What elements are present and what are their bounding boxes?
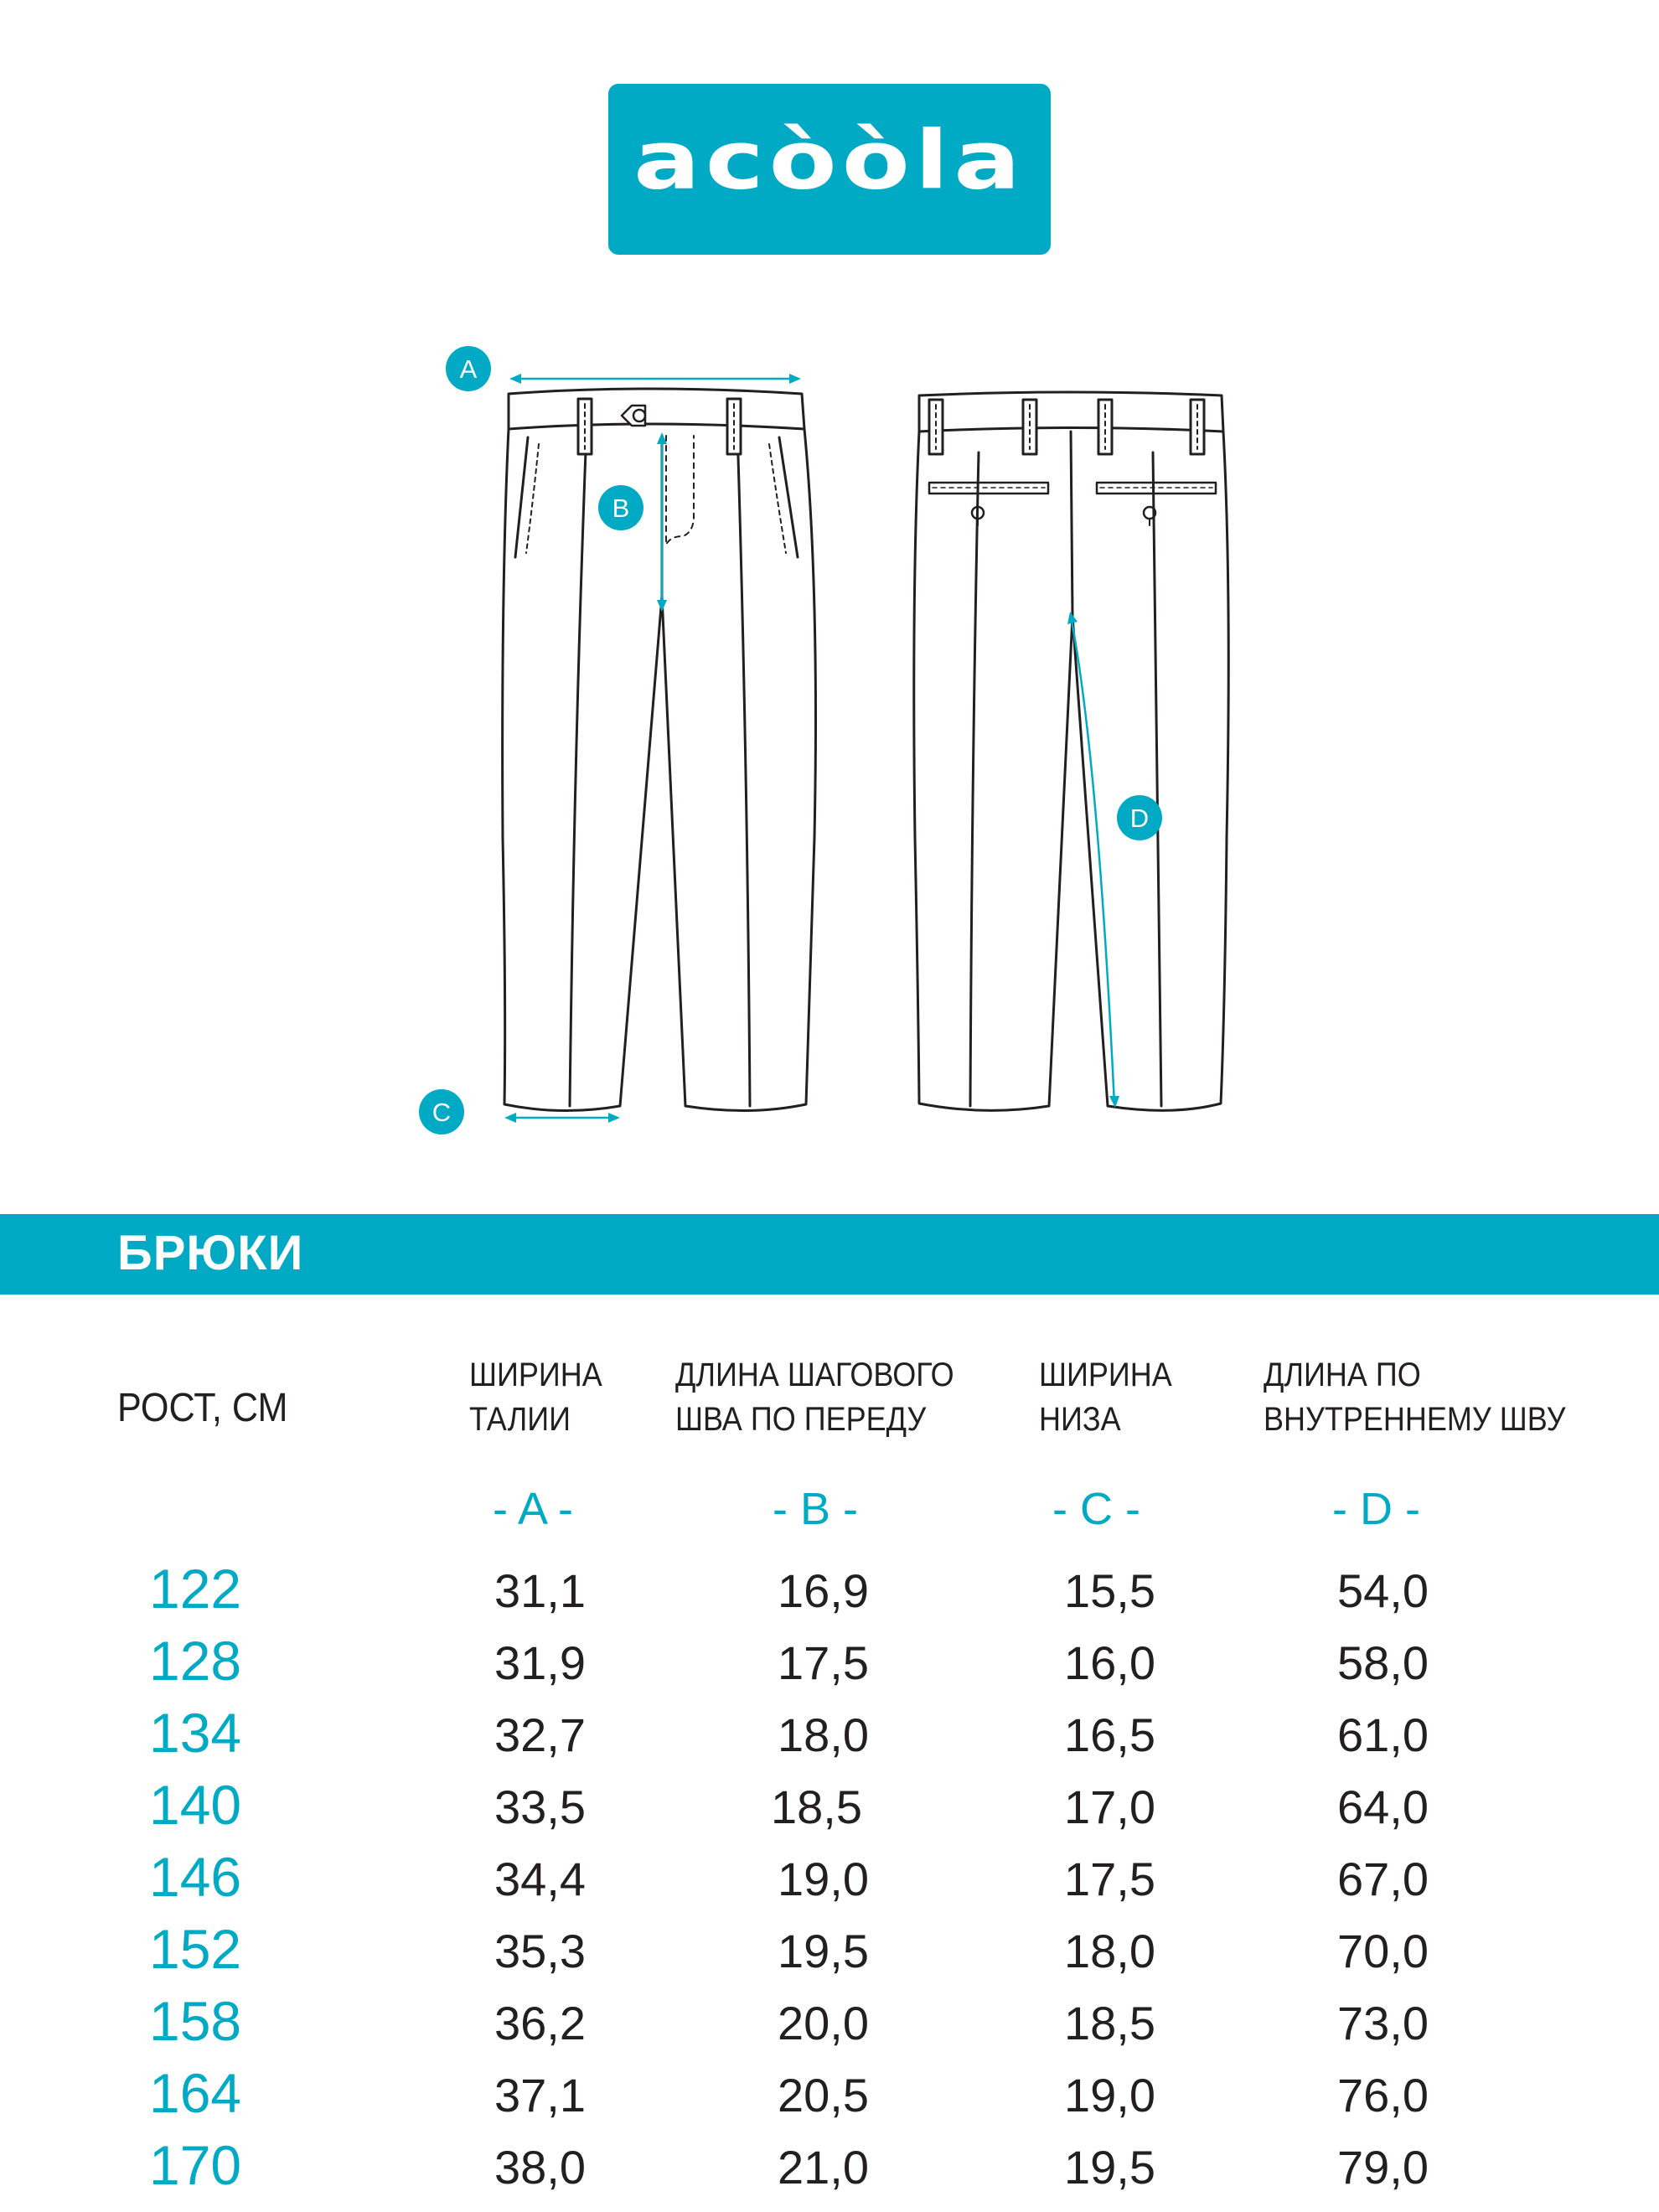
row-height-label: 164 [149, 2062, 242, 2124]
column-code-b: - B - [773, 1484, 858, 1534]
table-cell: 67,0 [1337, 1853, 1429, 1905]
table-cell: 20,5 [778, 2069, 869, 2122]
svg-text:B: B [612, 494, 630, 523]
section-title: БРЮКИ [117, 1226, 304, 1280]
marker-c-icon [419, 1089, 464, 1134]
row-height-label: 152 [149, 1918, 242, 1980]
table-cell: 76,0 [1337, 2069, 1429, 2122]
table-cell: 17,0 [1064, 1780, 1155, 1833]
table-cell: 15,5 [1064, 1564, 1155, 1617]
table-cell: 31,9 [494, 1636, 586, 1689]
column-code-d: - D - [1332, 1484, 1420, 1534]
table-cell: 79,0 [1337, 2141, 1429, 2194]
table-cell: 19,5 [1064, 2141, 1155, 2194]
table-cell: 18,0 [1064, 1925, 1155, 1977]
back-view-outline [914, 392, 1228, 1110]
table-cell: 32,7 [494, 1708, 586, 1761]
column-header-hem-width: ШИРИНА НИЗА [1039, 1357, 1172, 1438]
row-height-label: 170 [149, 2134, 242, 2196]
table-cell: 18,0 [778, 1708, 869, 1761]
column-code-c: - C - [1052, 1484, 1140, 1534]
table-cell: 37,1 [494, 2069, 586, 2122]
table-cell: 17,5 [1064, 1853, 1155, 1905]
marker-a-icon [446, 346, 491, 391]
marker-b-icon [598, 485, 643, 530]
table-cell: 21,0 [778, 2141, 869, 2194]
row-height-label: 146 [149, 1846, 242, 1908]
svg-text:D: D [1129, 804, 1150, 833]
table-cell: 17,5 [778, 1636, 869, 1689]
svg-text:C: C [432, 1098, 452, 1127]
brand-logo-text: acòòla [633, 112, 1026, 208]
row-header-label: РОСТ, СМ [117, 1386, 288, 1430]
table-cell: 20,0 [778, 1997, 869, 2049]
table-cell: 64,0 [1337, 1780, 1429, 1833]
column-header-waist-width: ШИРИНА ТАЛИИ [469, 1357, 602, 1438]
brand-logo [608, 84, 1051, 255]
front-view-outline [503, 389, 816, 1111]
table-cell: 38,0 [494, 2141, 586, 2194]
column-code-a: - A - [493, 1484, 574, 1534]
table-cell: 54,0 [1337, 1564, 1429, 1617]
row-height-label: 128 [149, 1630, 242, 1692]
table-cell: 33,5 [494, 1780, 586, 1833]
svg-text:A: A [459, 354, 478, 384]
section-banner [0, 1214, 1659, 1295]
row-height-label: 134 [149, 1702, 242, 1764]
table-cell: 18,5 [771, 1780, 862, 1833]
column-header-front-rise: ДЛИНА ШАГОВОГО ШВА ПО ПЕРЕДУ [675, 1357, 954, 1438]
table-cell: 16,5 [1064, 1708, 1155, 1761]
row-height-label: 122 [149, 1558, 242, 1620]
table-cell: 19,5 [778, 1925, 869, 1977]
table-cell: 70,0 [1337, 1925, 1429, 1977]
table-cell: 18,5 [1064, 1997, 1155, 2049]
table-cell: 31,1 [494, 1564, 586, 1617]
column-header-inseam: ДЛИНА ПО ВНУТРЕННЕМУ ШВУ [1264, 1357, 1566, 1438]
table-cell: 36,2 [494, 1997, 586, 2049]
table-cell: 16,9 [778, 1564, 869, 1617]
trousers-technical-drawing [0, 318, 1659, 1156]
row-height-label: 140 [149, 1774, 242, 1836]
table-cell: 19,0 [1064, 2069, 1155, 2122]
table-cell: 73,0 [1337, 1997, 1429, 2049]
table-cell: 35,3 [494, 1925, 586, 1977]
table-cell: 58,0 [1337, 1636, 1429, 1689]
table-cell: 61,0 [1337, 1708, 1429, 1761]
table-cell: 16,0 [1064, 1636, 1155, 1689]
table-cell: 34,4 [494, 1853, 586, 1905]
marker-d-icon [1117, 795, 1162, 840]
table-cell: 19,0 [778, 1853, 869, 1905]
row-height-label: 158 [149, 1990, 242, 2052]
